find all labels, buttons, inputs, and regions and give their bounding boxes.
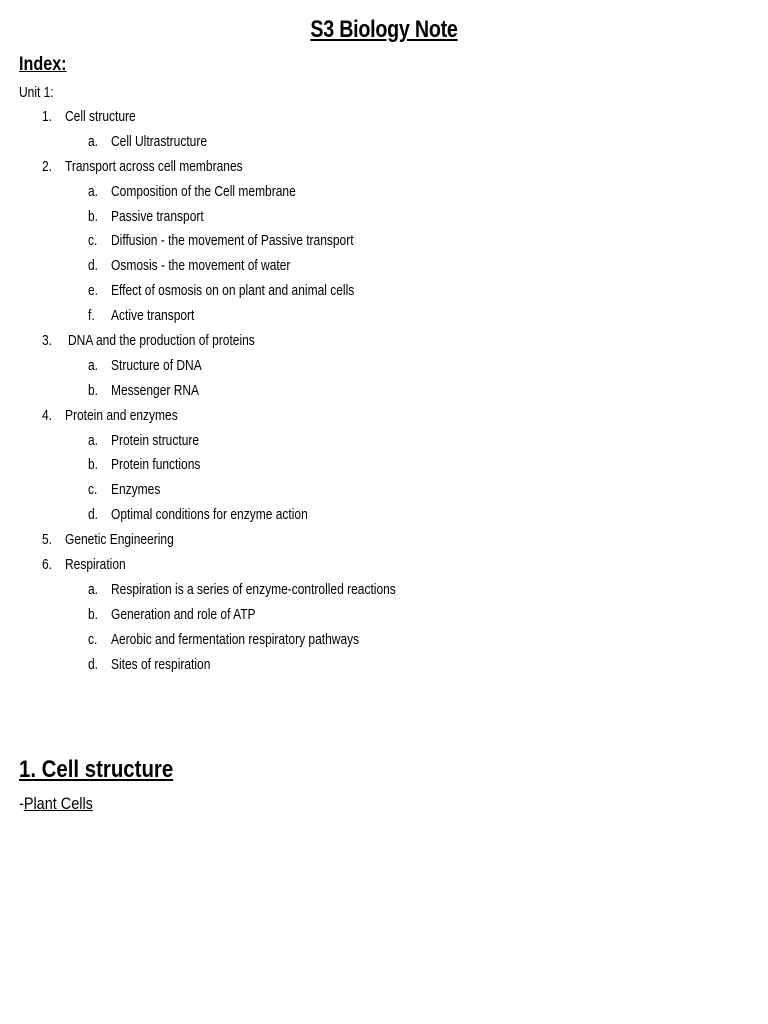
toc-item-number: 2. bbox=[42, 157, 53, 175]
toc-item-number: 6. bbox=[42, 556, 53, 574]
toc-subitem-letter: c. bbox=[88, 630, 98, 648]
page-title: S3 Biology Note bbox=[310, 16, 458, 43]
toc-subitem bbox=[0, 130, 768, 155]
toc-item bbox=[0, 528, 768, 553]
toc-subitem-text: Enzymes bbox=[111, 481, 161, 499]
toc-subitem-text: Composition of the Cell membrane bbox=[111, 182, 296, 200]
toc-subitem bbox=[0, 603, 768, 628]
toc-item-text: Protein and enzymes bbox=[65, 406, 178, 424]
toc-subitem bbox=[0, 229, 768, 254]
toc-item-text: Genetic Engineering bbox=[65, 531, 174, 549]
toc-item bbox=[0, 329, 768, 354]
index-heading: Index: bbox=[19, 54, 67, 75]
toc-subitem-letter: a. bbox=[88, 431, 99, 449]
toc-subitem-text: Protein functions bbox=[111, 456, 201, 474]
toc-subitem bbox=[0, 354, 768, 379]
toc-subitem bbox=[0, 429, 768, 454]
toc-subitem-text: Generation and role of ATP bbox=[111, 605, 256, 623]
toc-subitem bbox=[0, 304, 768, 329]
toc-subitem bbox=[0, 478, 768, 503]
toc-item-number: 4. bbox=[42, 406, 53, 424]
toc-subitem-letter: a. bbox=[88, 132, 99, 150]
toc-subitem-letter: d. bbox=[88, 506, 99, 524]
toc-subitem bbox=[0, 180, 768, 205]
toc-subitem-letter: e. bbox=[88, 282, 99, 300]
toc-subitem-text: Messenger RNA bbox=[111, 381, 200, 399]
toc-subitem-text: Effect of osmosis on on plant and animal cells bbox=[111, 282, 355, 300]
toc-subitem-letter: a. bbox=[88, 580, 99, 598]
table-of-contents bbox=[0, 105, 768, 677]
toc-subitem bbox=[0, 503, 768, 528]
toc-subitem-text: Cell Ultrastructure bbox=[111, 132, 208, 150]
toc-subitem-letter: d. bbox=[88, 257, 99, 275]
toc-subitem-text: Sites of respiration bbox=[111, 655, 211, 673]
toc-item-text: DNA and the production of proteins bbox=[68, 332, 255, 350]
toc-subitem-text: Structure of DNA bbox=[111, 356, 202, 374]
toc-subitem-text: Diffusion - the movement of Passive transport bbox=[111, 232, 354, 250]
section-heading: 1. Cell structure bbox=[19, 756, 174, 783]
toc-item-number: 5. bbox=[42, 531, 53, 549]
toc-subitem-text: Passive transport bbox=[111, 207, 204, 225]
toc-subitem-text: Aerobic and fermentation respiratory pathways bbox=[111, 630, 360, 648]
toc-subitem-text: Respiration is a series of enzyme-controlled reactions bbox=[111, 580, 396, 598]
toc-subitem bbox=[0, 578, 768, 603]
unit-label: Unit 1: bbox=[19, 84, 54, 101]
toc-item-text: Transport across cell membranes bbox=[65, 157, 243, 175]
toc-subitem-letter: f. bbox=[88, 307, 95, 325]
toc-subitem bbox=[0, 628, 768, 653]
toc-subitem-text: Active transport bbox=[111, 307, 195, 325]
toc-subitem-text: Protein structure bbox=[111, 431, 200, 449]
sub-heading-text: Plant Cells bbox=[23, 794, 93, 813]
toc-subitem bbox=[0, 379, 768, 404]
toc-item bbox=[0, 155, 768, 180]
toc-subitem-letter: a. bbox=[88, 356, 99, 374]
toc-item bbox=[0, 404, 768, 429]
toc-subitem-letter: a. bbox=[88, 182, 99, 200]
toc-subitem bbox=[0, 453, 768, 478]
toc-subitem-letter: d. bbox=[88, 655, 99, 673]
toc-subitem-letter: c. bbox=[88, 232, 98, 250]
toc-subitem-letter: b. bbox=[88, 605, 99, 623]
sub-heading bbox=[19, 792, 93, 816]
toc-subitem bbox=[0, 279, 768, 304]
toc-subitem-letter: b. bbox=[88, 456, 99, 474]
toc-item-text: Respiration bbox=[65, 556, 126, 574]
toc-subitem bbox=[0, 653, 768, 678]
toc-subitem-text: Optimal conditions for enzyme action bbox=[111, 506, 308, 524]
toc-item-number: 3. bbox=[42, 332, 53, 350]
toc-subitem bbox=[0, 254, 768, 279]
toc-item-number: 1. bbox=[42, 108, 53, 125]
toc-subitem-letter: b. bbox=[88, 381, 99, 399]
sub-heading-prefix: - bbox=[19, 794, 24, 813]
toc-subitem-text: Osmosis - the movement of water bbox=[111, 257, 291, 275]
toc-subitem-letter: b. bbox=[88, 207, 99, 225]
toc-item bbox=[0, 105, 768, 130]
toc-subitem-letter: c. bbox=[88, 481, 98, 499]
toc-item bbox=[0, 553, 768, 578]
toc-item-text: Cell structure bbox=[65, 108, 136, 125]
toc-subitem bbox=[0, 205, 768, 230]
